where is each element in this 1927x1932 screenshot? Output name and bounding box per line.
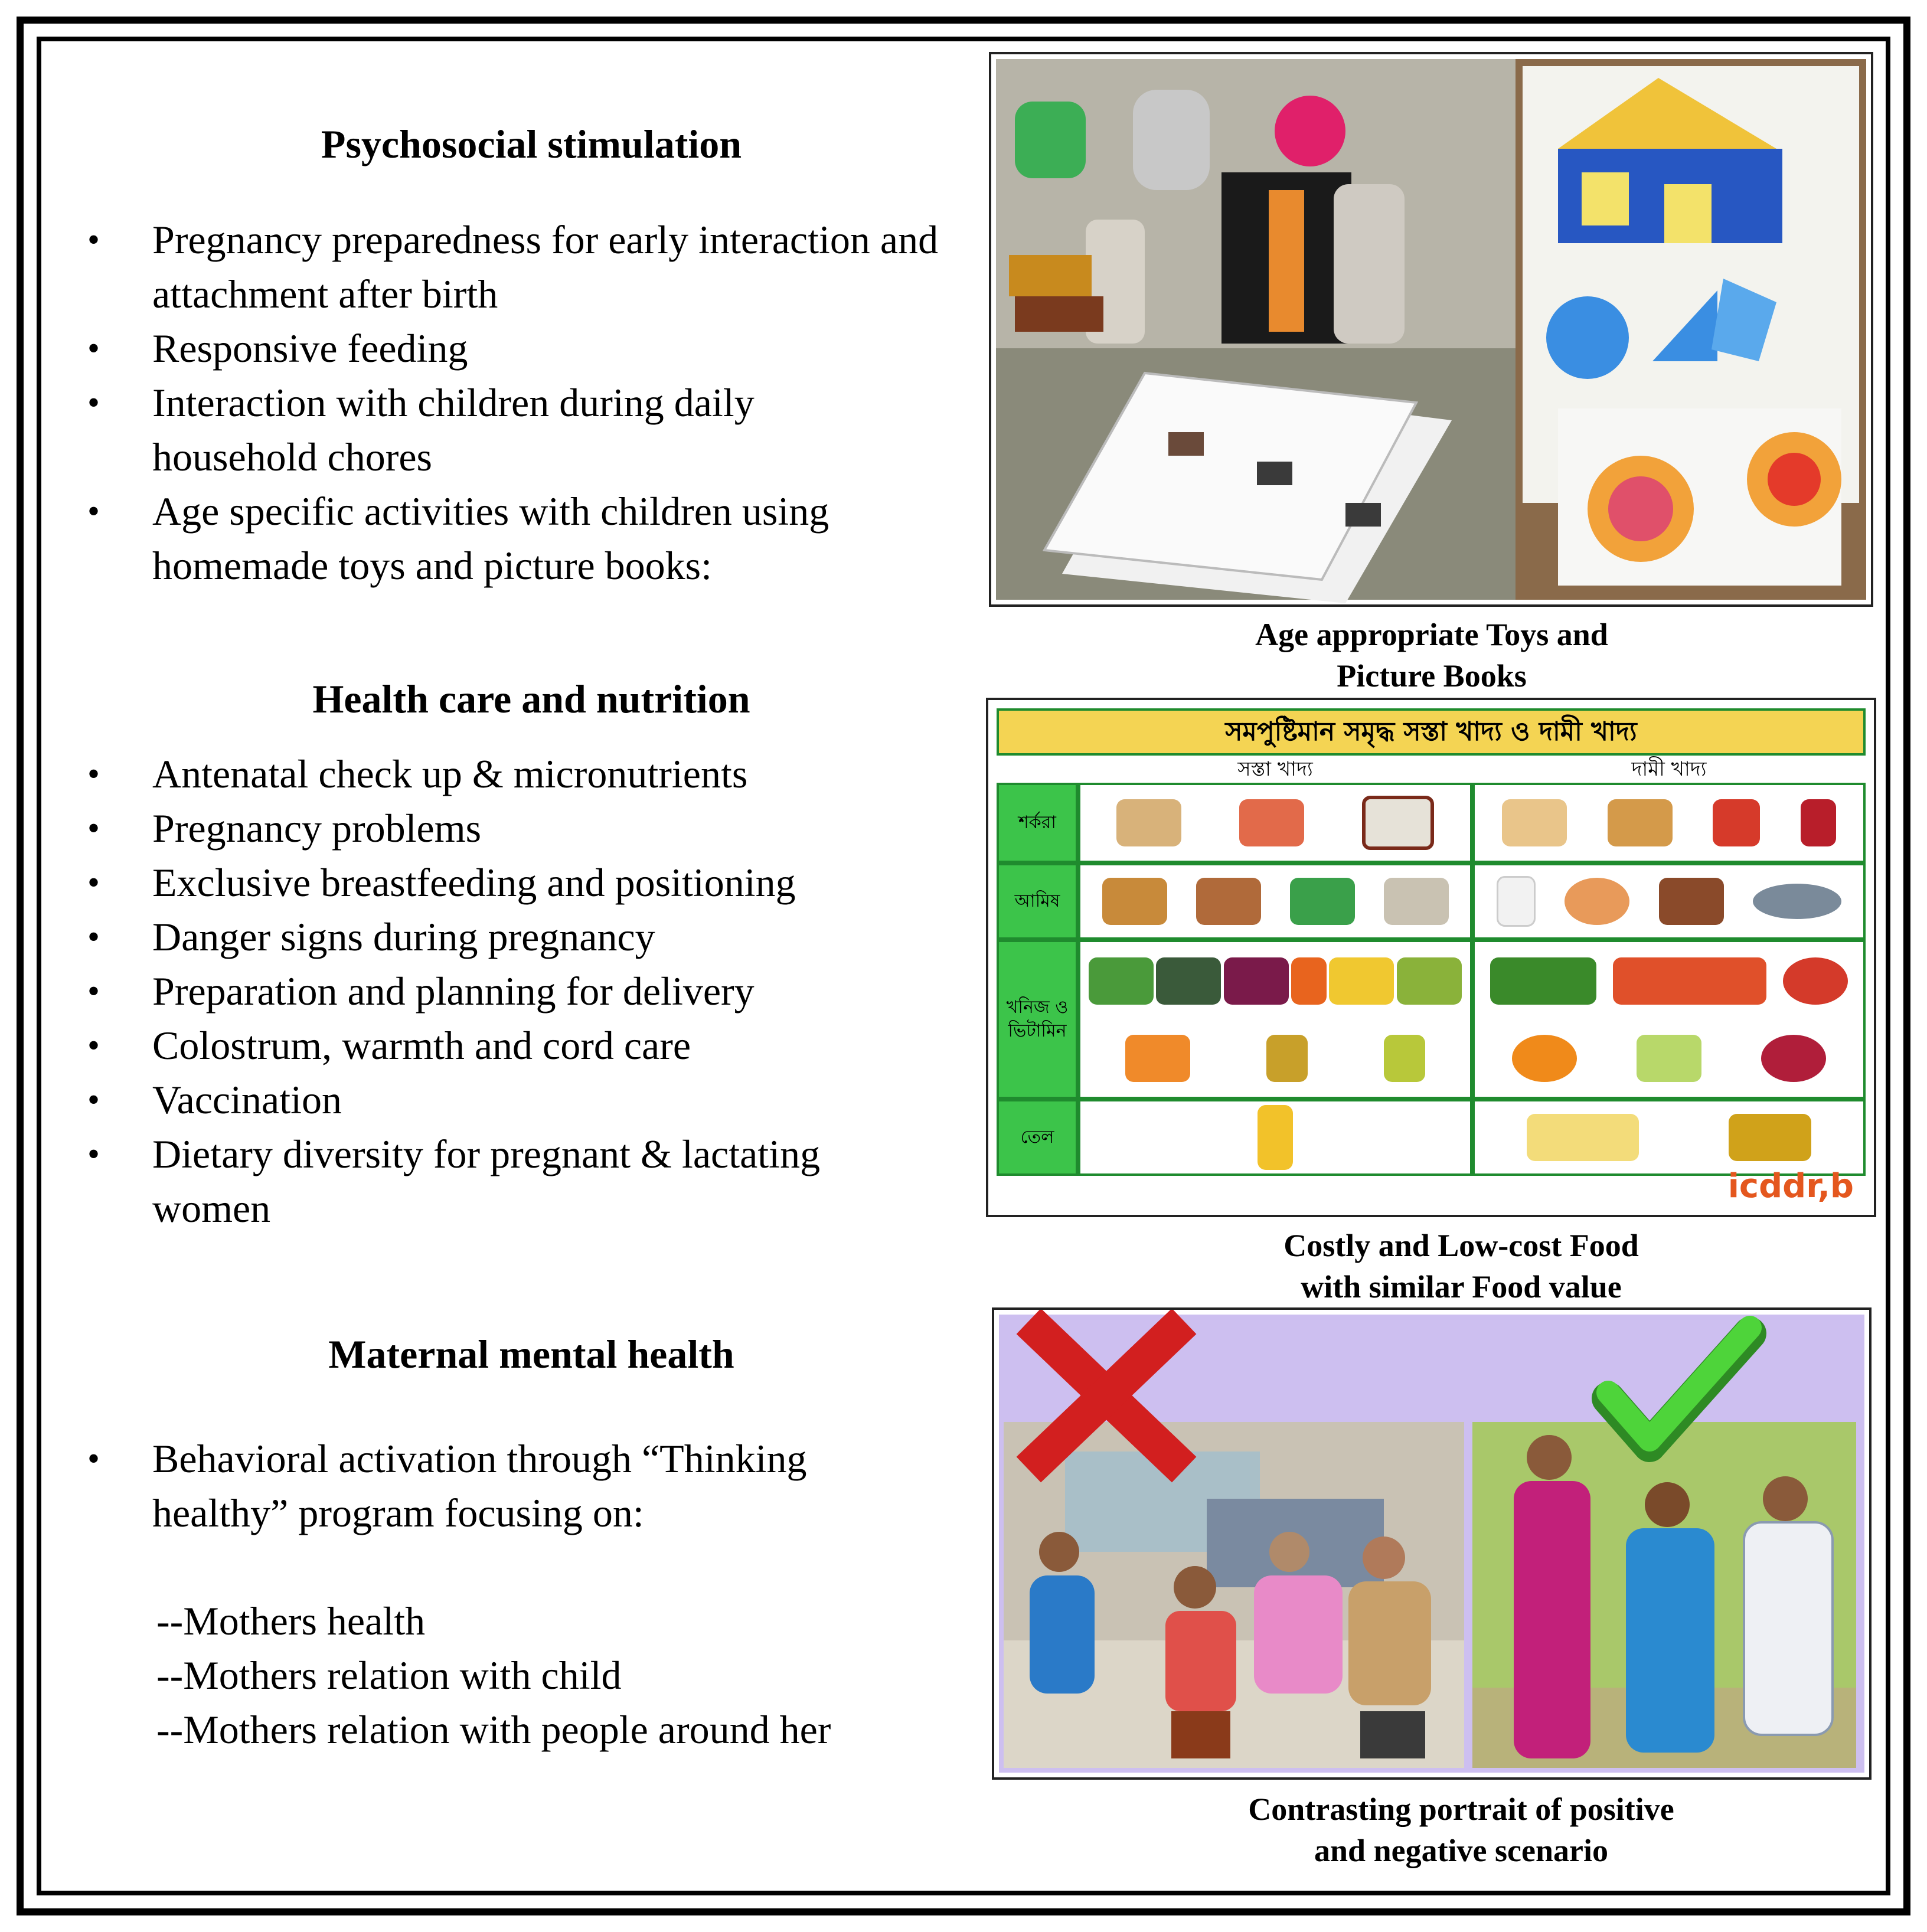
scenario-caption bbox=[1157, 1789, 1765, 1871]
mental-sub-list bbox=[156, 1594, 831, 1757]
food-chart-grid bbox=[997, 756, 1866, 1204]
caption-line: Contrasting portrait of positive bbox=[1248, 1792, 1674, 1827]
lentils-image bbox=[1102, 878, 1167, 925]
red-spinach-image bbox=[1224, 957, 1289, 1005]
cheap-cell bbox=[1078, 863, 1472, 940]
toys-photo-collage bbox=[989, 52, 1873, 607]
caption-line: and negative scenario bbox=[1314, 1833, 1608, 1868]
list-item: • Pregnancy preparedness for early interaction and attachment after birth bbox=[71, 213, 992, 321]
mixed-vegetables-image bbox=[1613, 957, 1766, 1005]
caption-line: Age appropriate Toys and bbox=[1255, 617, 1608, 652]
scenario-image bbox=[994, 1310, 1869, 1777]
peanuts-image bbox=[1196, 878, 1261, 925]
fish-image bbox=[1753, 884, 1841, 919]
jam-jar-image bbox=[1801, 799, 1836, 846]
cheap-cell bbox=[1078, 783, 1472, 863]
sub-item: --Mothers health bbox=[156, 1598, 426, 1643]
bread-image bbox=[1502, 799, 1567, 846]
broccoli-image bbox=[1490, 957, 1596, 1005]
toys-caption bbox=[1157, 614, 1706, 697]
milk-image bbox=[1497, 876, 1536, 927]
guava-image bbox=[1397, 957, 1462, 1005]
eggs-image bbox=[1565, 878, 1629, 925]
list-item: • Exclusive breastfeeding and positioning bbox=[71, 855, 992, 910]
chicken-image bbox=[1659, 878, 1724, 925]
ghee-tin-image bbox=[1729, 1114, 1811, 1161]
list-item: • Danger signs during pregnancy bbox=[71, 910, 992, 964]
row-label: আমিষ bbox=[997, 863, 1078, 940]
column-cheap-food: সস্তা খাদ্য bbox=[1237, 757, 1313, 781]
peas-image bbox=[1290, 878, 1355, 925]
sub-item: --Mothers relation with child bbox=[156, 1653, 622, 1698]
cheap-cell bbox=[1078, 1099, 1472, 1176]
food-caption bbox=[1157, 1225, 1765, 1307]
banana-image bbox=[1329, 957, 1394, 1005]
food-chart-title: সমপুষ্টিমান সমৃদ্ধ সস্তা খাদ্য ও দামী খাদ্য bbox=[997, 708, 1866, 756]
mental-list bbox=[71, 1431, 992, 1540]
caption-line: Picture Books bbox=[1337, 658, 1527, 694]
star-fruit-image bbox=[1384, 1035, 1425, 1082]
food-chart-box bbox=[986, 698, 1876, 1217]
list-item: • Colostrum, warmth and cord care bbox=[71, 1018, 992, 1073]
psychosocial-list bbox=[71, 213, 992, 593]
biscuit-image bbox=[1608, 799, 1673, 846]
rice-image bbox=[1362, 796, 1434, 850]
food-row-carbs bbox=[997, 783, 1866, 863]
sub-item: --Mothers relation with people around her bbox=[156, 1707, 831, 1752]
costly-cell bbox=[1472, 783, 1866, 863]
list-item: • Vaccination bbox=[71, 1073, 992, 1127]
dried-fish-image bbox=[1384, 878, 1449, 925]
costly-cell bbox=[1472, 863, 1866, 940]
caption-line: with similar Food value bbox=[1301, 1269, 1622, 1305]
food-row-protein bbox=[997, 863, 1866, 940]
jam-toast-image bbox=[1713, 799, 1760, 846]
list-item: • Responsive feeding bbox=[71, 321, 992, 375]
carrot-image bbox=[1291, 957, 1327, 1005]
row-label: খনিজ ও ভিটামিন bbox=[997, 940, 1078, 1099]
list-item: • Pregnancy problems bbox=[71, 801, 992, 855]
list-item: • Age specific activities with children using homemade toys and picture books: bbox=[71, 484, 992, 593]
list-item: • Antenatal check up & micronutrients bbox=[71, 747, 992, 801]
list-item: • Interaction with children during daily household chores bbox=[71, 375, 992, 484]
list-item: • Preparation and planning for delivery bbox=[71, 964, 992, 1018]
food-row-minerals-vitamins bbox=[997, 940, 1866, 1099]
apple-image bbox=[1783, 957, 1848, 1005]
caption-line: Costly and Low-cost Food bbox=[1283, 1228, 1639, 1263]
grapes-image bbox=[1637, 1035, 1701, 1082]
papaya-image bbox=[1125, 1035, 1190, 1082]
pomegranate-image bbox=[1761, 1035, 1826, 1082]
psychosocial-heading: Psychosocial stimulation bbox=[321, 122, 742, 166]
costly-cell bbox=[1472, 940, 1866, 1099]
list-item: • Dietary diversity for pregnant & lactating women bbox=[71, 1127, 992, 1235]
row-label: শর্করা bbox=[997, 783, 1078, 863]
icddrb-logo: icddr,b bbox=[1727, 1167, 1854, 1205]
roti-image bbox=[1116, 799, 1181, 846]
mental-heading: Maternal mental health bbox=[328, 1332, 734, 1377]
sweet-potato-image bbox=[1239, 799, 1304, 846]
list-item: • Behavioral activation through “Thinking healthy” program focusing on: bbox=[71, 1431, 992, 1540]
scenario-illustration bbox=[992, 1307, 1872, 1780]
health-heading: Health care and nutrition bbox=[312, 676, 750, 721]
health-list bbox=[71, 747, 992, 1235]
food-row-oil bbox=[997, 1099, 1866, 1176]
costly-cell bbox=[1472, 1099, 1866, 1176]
oil-bottle-image bbox=[1258, 1105, 1293, 1170]
toys-collage-image bbox=[991, 54, 1871, 604]
pumpkin-image bbox=[1156, 957, 1221, 1005]
vegetables-image bbox=[1089, 957, 1154, 1005]
orange-image bbox=[1512, 1035, 1577, 1082]
column-costly-food: দামী খাদ্য bbox=[1631, 757, 1707, 781]
cheap-cell bbox=[1078, 940, 1472, 1099]
butter-image bbox=[1527, 1114, 1639, 1161]
pineapple-image bbox=[1266, 1035, 1308, 1082]
row-label: তেল bbox=[997, 1099, 1078, 1176]
